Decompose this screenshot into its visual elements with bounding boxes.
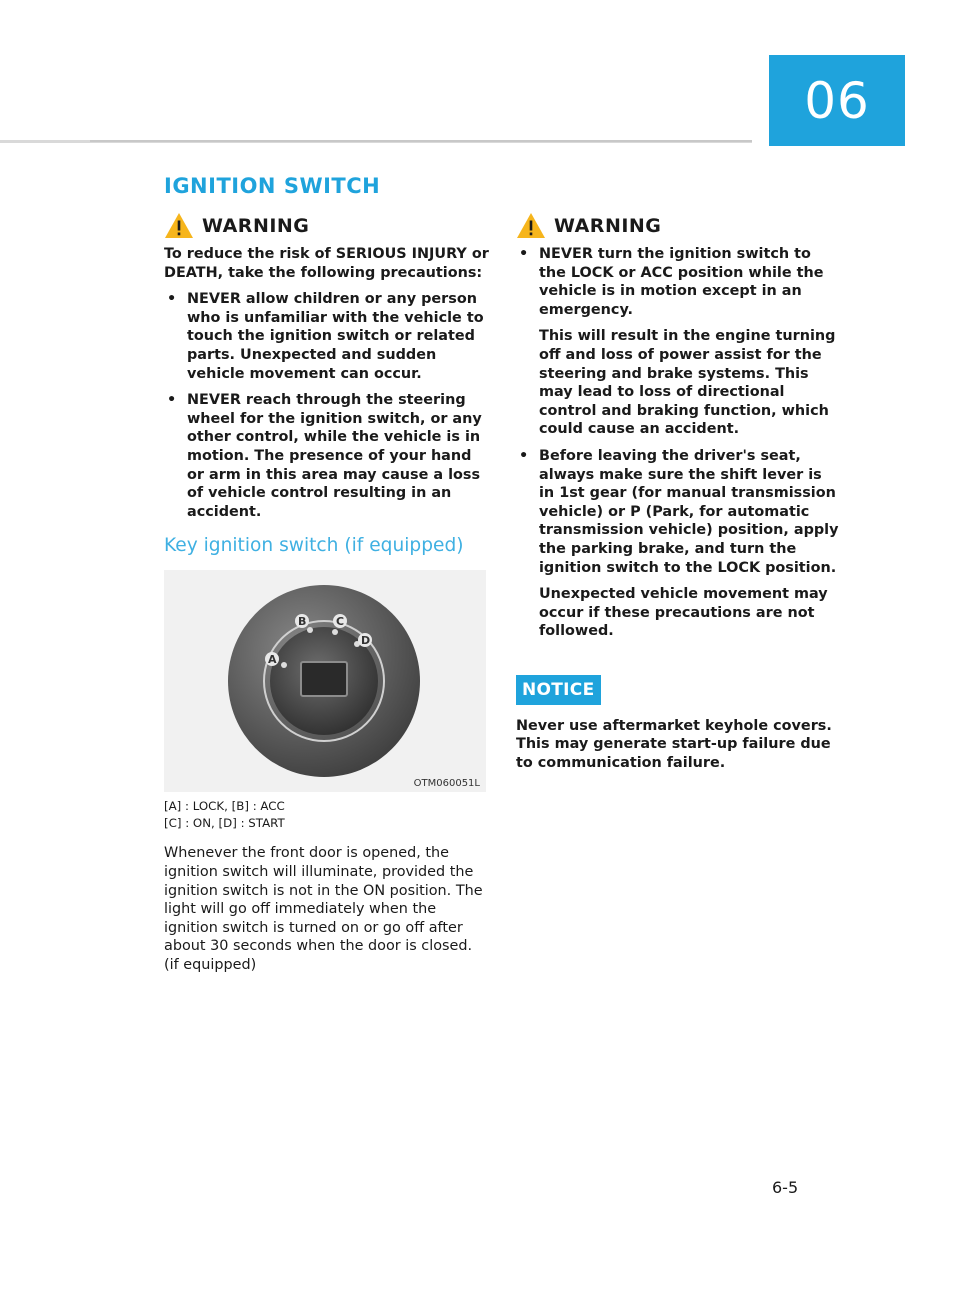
label-c: C [336,615,345,629]
right-column [516,212,841,773]
section-title: IGNITION SWITCH [164,174,381,198]
left-warning-list [164,290,489,521]
bullet-marker: • [167,392,177,409]
list-item [164,290,489,383]
chapter-tab: 06 [769,55,905,146]
list-item [516,245,841,439]
label-d: D [361,634,371,648]
ignition-figure [164,570,486,792]
right-warning-list [516,245,841,641]
list-item [516,447,841,641]
warning-triangle-icon [164,212,194,239]
notice-badge: NOTICE [516,675,601,705]
left-warning-label: WARNING [202,214,310,237]
right-warning-bullet-1-detail: This will result in the engine turning off and loss of power assist for the steering and brake systems. This may lead to loss of directional control and braking function, which could cause an accident. [539,328,836,438]
list-item [164,391,489,521]
left-warning-header [164,212,489,239]
bullet-marker: • [519,447,529,464]
left-warning-bullet-2: NEVER reach through the steering wheel for the ignition switch, or any other control, while the vehicle is in motion. The presence of your hand or arm in this area may cause a loss of vehicle control resulting in an accident. [187,392,482,520]
bullet-marker: • [519,246,529,262]
ignition-illumination-text: Whenever the front door is opened, the ignition switch will illuminate, provided the ignition switch is not in the ON position. The light will go off immediately when the ignition switch is turned on or go off after about 30 seconds when the door is closed. (if equipped) [164,845,483,973]
right-warning-bullet-2: Before leaving the driver's seat, always make sure the shift lever is in 1st gear (for manual transmission vehicle) or P (Park, for automatic transmission vehicle) position, apply the parking brake, and turn the ignition switch to the LOCK position. [539,447,839,576]
header-rule-dark [90,140,752,142]
key-ignition-title: Key ignition switch (if equipped) [164,535,464,557]
left-column [164,212,489,974]
figure-caption-1: [A] : LOCK, [B] : ACC [164,799,285,814]
page-number: 6-5 [772,1178,799,1197]
figure-caption-2: [C] : ON, [D] : START [164,816,285,831]
right-warning-bullet-1: NEVER turn the ignition switch to the LOCK or ACC position while the vehicle is in motion except in an emergency. [539,246,824,318]
ignition-switch-illustration [164,570,486,792]
bullet-marker: • [167,291,177,308]
figure-code: OTM060051L [413,778,480,790]
label-b: B [298,615,307,629]
right-warning-bullet-2-detail: Unexpected vehicle movement may occur if these precautions are not followed. [539,586,828,640]
left-warning-bullet-1: NEVER allow children or any person who is unfamiliar with the vehicle to touch the ignition switch or related parts. Unexpected and sudden vehicle movement can occur. [187,291,484,382]
left-warning-intro: To reduce the risk of SERIOUS INJURY or DEATH, take the following precautions: [164,246,489,281]
notice-text: Never use aftermarket keyhole covers. This may generate start-up failure due to communication failure. [516,717,832,772]
right-warning-label: WARNING [554,214,662,237]
label-a: A [268,653,277,667]
right-warning-header [516,212,841,239]
warning-triangle-icon [516,212,546,239]
